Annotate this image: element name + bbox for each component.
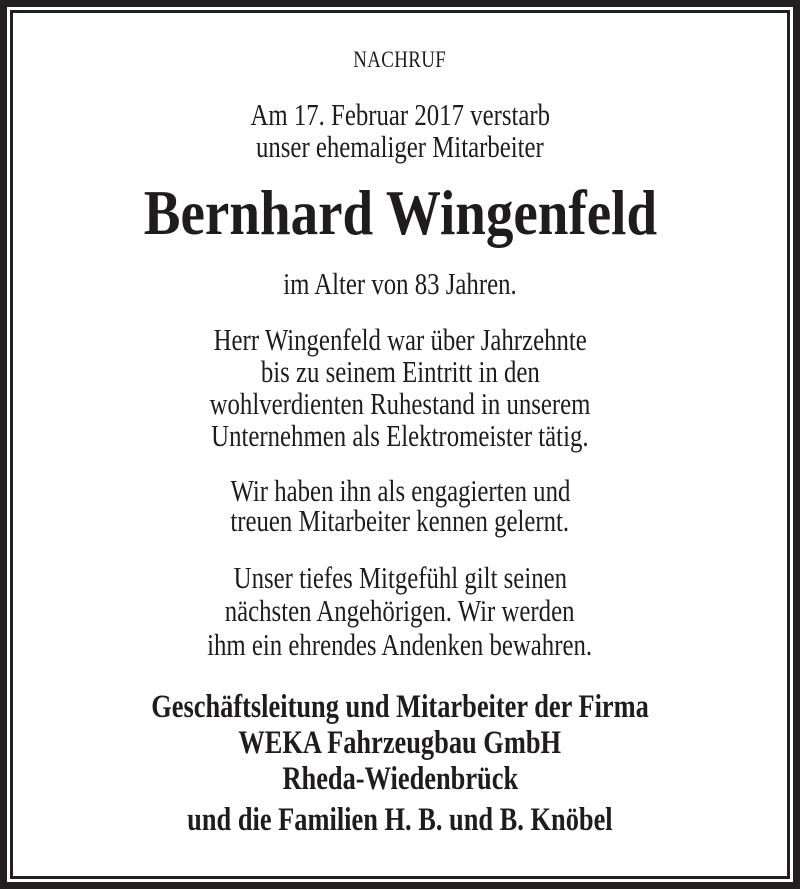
paragraph-line: Herr Wingenfeld war über Jahrzehnte [213,322,587,357]
notice-heading: NACHRUF [353,47,447,72]
paragraph-line: Unser tiefes Mitgefühl gilt seinen [233,560,567,595]
signature-line-families: und die Familien H. B. und B. Knöbel [187,802,613,838]
intro-line: unser ehemaliger Mitarbeiter [256,129,544,164]
paragraph-line: wohlverdienten Ruhestand in unserem [209,386,591,421]
deceased-name: Bernhard Wingenfeld [143,177,657,248]
paragraph-line: bis zu seinem Eintritt in den [260,354,540,389]
signature-line-company: WEKA Fahrzeugbau GmbH [238,725,562,761]
paragraph-line: nächsten Angehörigen. Wir werden [225,593,575,628]
paragraph-line: ihm ein ehrendes Andenken bewahren. [207,627,593,662]
signature-line-city: Rheda-Wiedenbrück [282,761,518,797]
age-line: im Alter von 83 Jahren. [283,266,517,301]
paragraph-line: treuen Mitarbeiter kennen gelernt. [230,503,570,538]
paragraph-line: Unternehmen als Elektromeister tätig. [211,418,589,453]
signature-line: Geschäftsleitung und Mitarbeiter der Firma [151,689,649,725]
paragraph-line: Wir haben ihn als engagierten und [230,473,570,508]
intro-line: Am 17. Februar 2017 verstarb [250,97,550,132]
